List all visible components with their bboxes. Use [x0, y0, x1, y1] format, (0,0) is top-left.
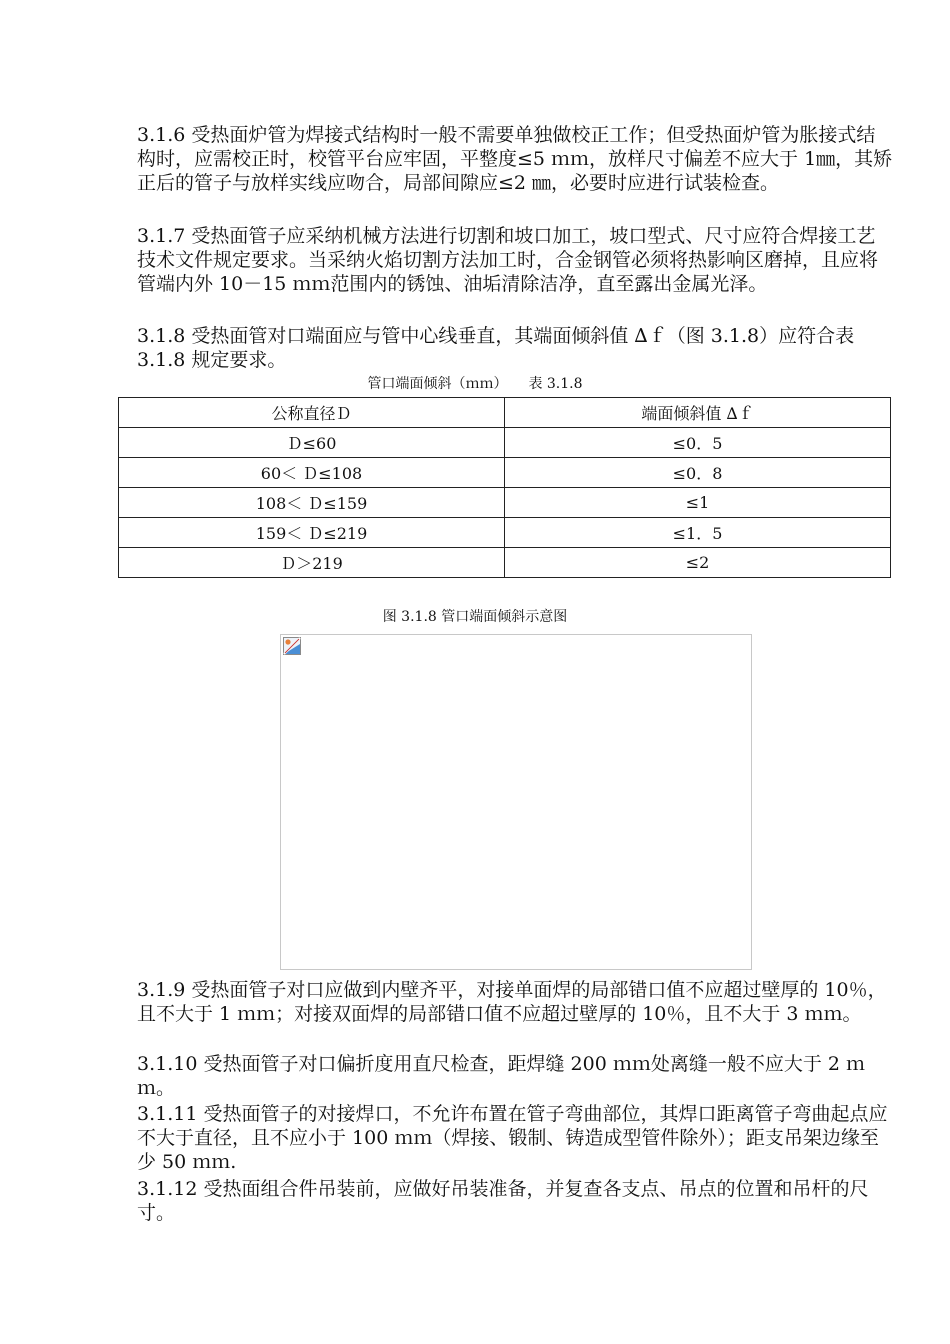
table-header-cell: 公称直径Ｄ	[119, 398, 505, 428]
figure-placeholder	[280, 634, 752, 970]
paragraph-3-1-9: 3.1.9 受热面管子对口应做到内壁齐平，对接单面焊的局部错口值不应超过壁厚的 10％，且不大于 1 ｍｍ；对接双面焊的局部错口值不应超过壁厚的 10％，且不大于 3 ｍｍ。	[137, 979, 887, 1025]
table-cell: ≤2	[505, 548, 891, 578]
table-row	[119, 518, 891, 548]
paragraph-3-1-11: 3.1.11 受热面管子的对接焊口，不允许布置在管子弯曲部位，其焊口距离管子弯曲起点应不大于直径，且不应小于 100 ｍｍ（焊接、锻制、铸造成型管件除外）；距支吊架边缘至少 50 ｍｍ.	[137, 1103, 888, 1173]
broken-image-icon	[283, 637, 301, 655]
table-row	[119, 548, 891, 578]
table-cell: ≤0．8	[505, 458, 891, 488]
table-header-cell: 端面倾斜值 ∆ｆ	[505, 398, 891, 428]
table-cell: ≤1．5	[505, 518, 891, 548]
paragraph-3-1-10: 3.1.10 受热面管子对口偏折度用直尺检查，距焊缝 200 ｍｍ处离缝一般不应大于 2 ｍｍ。	[137, 1053, 865, 1099]
table-cell: ≤0．5	[505, 428, 891, 458]
table-row	[119, 488, 891, 518]
table-header-row	[119, 398, 891, 428]
paragraph-3-1-7: 3.1.7 受热面管子应采纳机械方法进行切割和坡口加工，坡口型式、尺寸应符合焊接工艺技术文件规定要求。当采纳火焰切割方法加工时，合金钢管必须将热影响区磨掉，且应将管端内外 10－15 ｍｍ范围内的锈蚀、油垢清除洁净，直至露出金属光泽。	[137, 225, 879, 295]
table-cell: 108＜ Ｄ≤159	[119, 488, 505, 518]
table-row	[119, 458, 891, 488]
paragraph-3-1-12: 3.1.12 受热面组合件吊装前，应做好吊装准备，并复查各支点、吊点的位置和吊杆的尺寸。	[137, 1178, 869, 1224]
table-caption: 管口端面倾斜（ｍｍ） 表 3.1.8	[367, 376, 583, 392]
table-cell: 60＜ Ｄ≤108	[119, 458, 505, 488]
tilt-tolerance-table	[118, 397, 891, 578]
table-row	[119, 428, 891, 458]
paragraph-3-1-8: 3.1.8 受热面管对口端面应与管中心线垂直，其端面倾斜值 ∆ｆ（图 3.1.8）应符合表 3.1.8 规定要求。	[137, 325, 855, 371]
table-cell: 159＜ Ｄ≤219	[119, 518, 505, 548]
table-cell: Ｄ≤60	[119, 428, 505, 458]
table-cell: Ｄ＞219	[119, 548, 505, 578]
figure-caption: 图 3.1.8 管口端面倾斜示意图	[382, 609, 568, 625]
table-cell: ≤1	[505, 488, 891, 518]
paragraph-3-1-6: 3.1.6 受热面炉管为焊接式结构时一般不需要单独做校正工作；但受热面炉管为胀接式结构时，应需校正时，校管平台应牢固，平整度≤5 ｍｍ，放样尺寸偏差不应大于 1㎜，其矫正后的管子与放样实线应吻合，局部间隙应≤2 ㎜，必要时应进行试装检查。	[137, 124, 893, 194]
